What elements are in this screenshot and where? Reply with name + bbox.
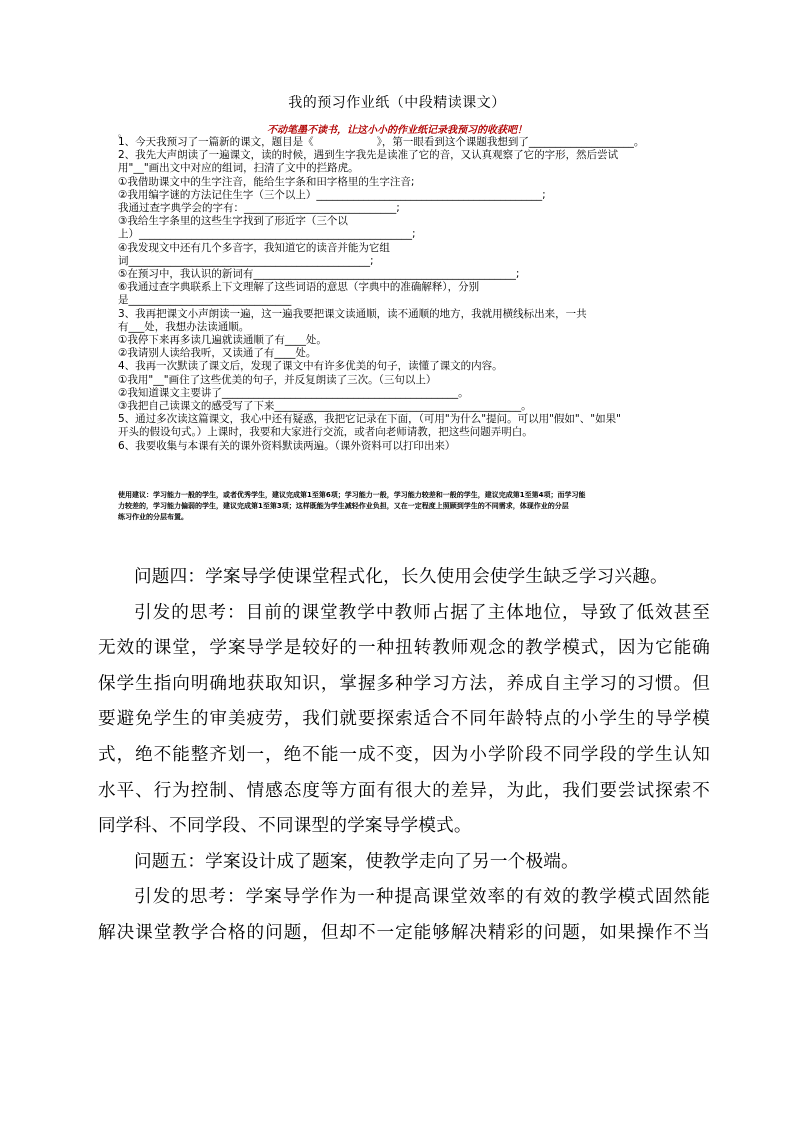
worksheet-line: 上）____________________________________________________;: [118, 228, 416, 241]
worksheet-line: ②我请别人读给我听，又读通了有____处。: [118, 347, 317, 360]
text-line: 水平、行为控制、情感态度等方面有很大的差异，为此，我们要尝试探索不: [98, 780, 710, 801]
text-line: 同学科、不同学段、不同课型的学案导学模式。: [98, 816, 472, 837]
worksheet-line: ④我发现文中还有几个多音字，我知道它的读音并能为它组: [118, 241, 390, 254]
worksheet-line: ①我用"__"画住了这些优美的句子，并反复朗读了三次。（三句以上）: [118, 373, 437, 386]
paragraph-reflection-four: [98, 596, 710, 845]
worksheet-line: 3、我再把课文小声朗读一遍，这一遍我要把课文读通顺，读不通顺的地方，我就用横线标出来，一共: [118, 307, 587, 320]
worksheet-line: 有___处，我想办法读通顺。: [118, 320, 250, 333]
text-line: 引发的思考：目前的课堂教学中教师占据了主体地位，导致了低效甚至: [134, 602, 710, 623]
worksheet-body: [118, 136, 746, 453]
text-line: 引发的思考：学案导学作为一种提高课堂效率的有效的教学模式固然能: [134, 887, 710, 908]
worksheet-line: 我通过查字典学会的字有：_____________________________;: [118, 202, 400, 215]
worksheet-line: 6、我要收集与本课有关的课外资料默读两遍。（课外资料可以打印出来）: [118, 439, 456, 452]
worksheet-title: 我的预习作业纸（中段精读课文）: [288, 95, 506, 111]
usage-note-line: 力较差的，学习能力偏弱的学生，建议完成第1至第3项；这样既能为学生减轻作业负担，又在一定程度上照顾到学生的不同需求，体现作业的分层: [118, 502, 569, 510]
essay-text: [98, 560, 710, 952]
text-line: 保学生指向明确地获取知识，掌握多种学习方法，养成自主学习的习惯。但: [98, 673, 710, 694]
worksheet-line: 用"__"画出文中对应的组词，扫清了文中的拦路虎。: [118, 162, 359, 175]
paragraph-problem-four: 问题四：学案导学使课堂程式化，长久使用会使学生缺乏学习兴趣。: [134, 567, 668, 587]
worksheet-line: ⑥我通过查字典联系上下文理解了这些词语的意思（字典中的准确解释），分别: [118, 281, 480, 294]
worksheet-line: 4、我再一次默读了课文后，发现了课文中有许多优美的句子，读懂了课文的内容。: [118, 360, 503, 373]
worksheet-line: ①我借助课文中的生字注音，能给生字条和田字格里的生字注音;: [118, 175, 415, 188]
text-line: 无效的课堂，学案导学是较好的一种扭转教师观念的教学模式，因为它能确: [98, 638, 710, 659]
paragraph-problem-five: 问题五：学案设计成了题案，使教学走向了另一个极端。: [134, 851, 579, 872]
worksheet-line: 开头的假设句式。）上课时，我要和大家进行交流，或者向老师请教，把这些问题弄明白。: [118, 426, 533, 439]
worksheet-line: ①我停下来再多读几遍就读通顺了有____处。: [118, 334, 327, 347]
worksheet-line: 词______________________________________________;: [118, 254, 374, 267]
text-line: 要避免学生的审美疲劳，我们就要探索适合不同年龄特点的小学生的导学模: [98, 709, 710, 730]
worksheet-line: ⑤在预习中，我认识的新词有__________________________________________________;: [118, 268, 520, 281]
worksheet-mark: 。: [118, 129, 126, 138]
paragraph-reflection-five: [98, 880, 710, 951]
worksheet-slogan: 不动笔墨不读书，让这小小的作业纸记录我预习的收获吧！: [267, 125, 527, 136]
usage-note: [118, 490, 746, 523]
worksheet-line: 2、我先大声朗读了一遍课文，读的时候，遇到生字我先是读准了它的音，又认真观察了它的字形，然后尝试: [118, 149, 619, 162]
usage-note-line: 使用建议：学习能力一般的学生，或者优秀学生，建议完成第1至第6项；学习能力一般，学习能力较差和一般的学生，建议完成第1至第4项；而学习能: [118, 491, 586, 499]
worksheet-line: ③我给生字条里的这些生字找到了形近字（三个以: [118, 215, 348, 228]
worksheet-line: ③我把自己读课文的感受写了下来_______________________________________________。: [118, 400, 532, 413]
usage-note-line: 练习作业的分层布置。: [118, 513, 188, 521]
worksheet-line: ②我用编字谜的方法记住生字（三个以上）___________________________________________;: [118, 188, 546, 201]
text-line: 式，绝不能整齐划一，绝不能一成不变，因为小学阶段不同学段的学生认知: [98, 744, 710, 765]
worksheet-line: 5、通过多次读这篇课文，我心中还有疑惑，我把它记录在下面，（可用"为什么"提问。可以用"假如"、"如果": [118, 413, 621, 426]
worksheet-line: 是_______________________________: [118, 294, 292, 307]
worksheet-line: ②我知道课文主要讲了_____________________________________________。: [118, 386, 469, 399]
text-line: 解决课堂教学合格的问题，但却不一定能够解决精彩的问题，如果操作不当: [98, 922, 710, 943]
worksheet-line: 1、今天我预习了一篇新的课文，题目是《 》，第一眼看到这个课题我想到了____________________。: [118, 136, 645, 148]
